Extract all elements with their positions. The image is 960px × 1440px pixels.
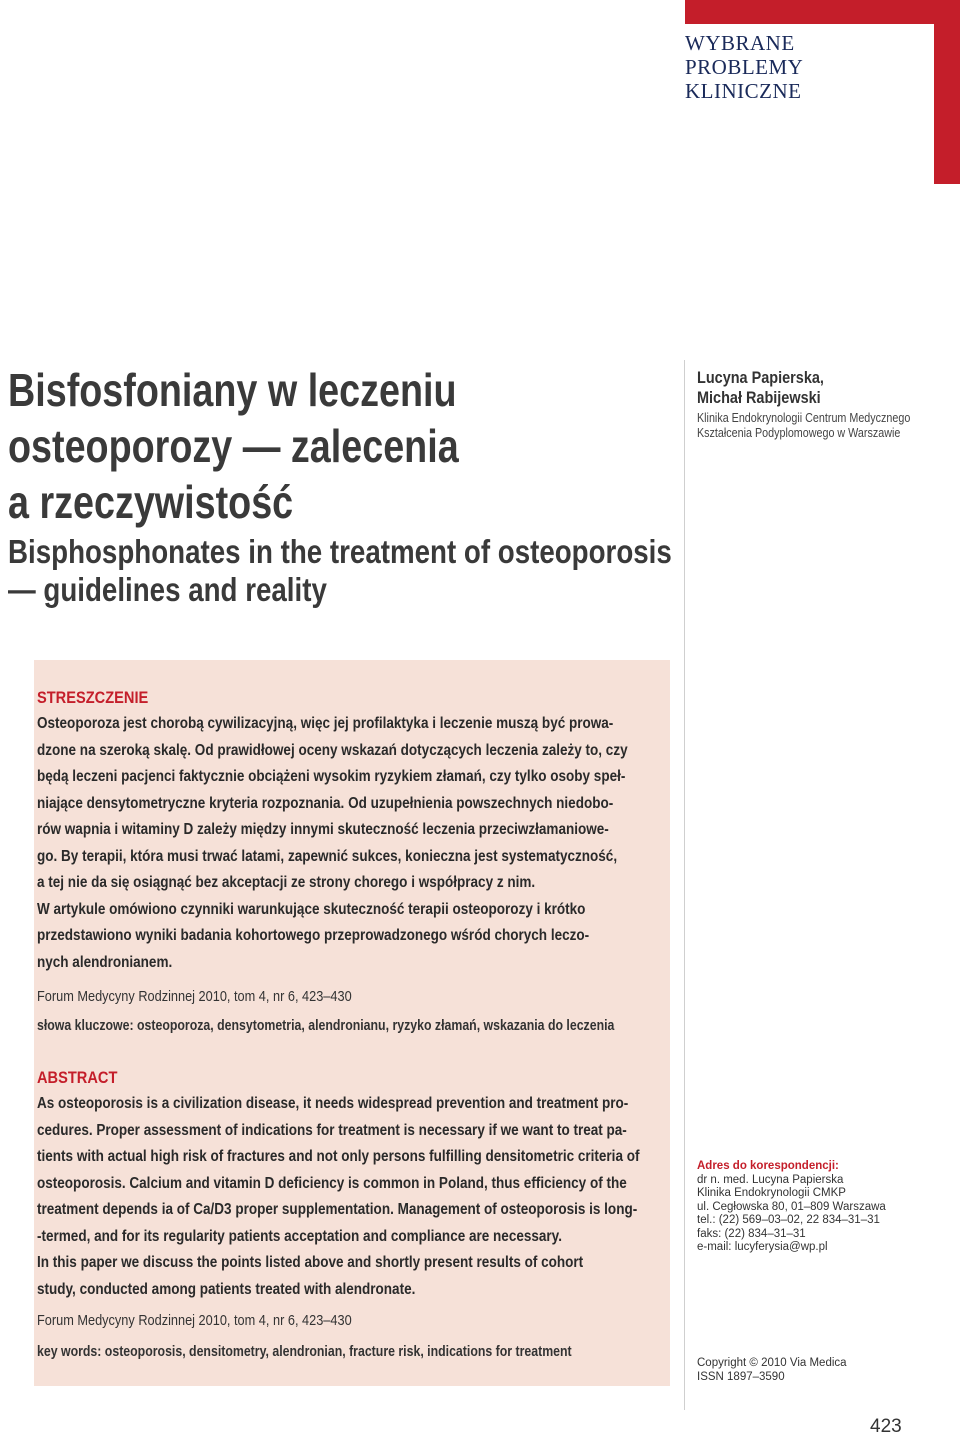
body-line: przedstawiono wyniki badania kohortowego przeprowadzonego wśród chorych leczo- [37,927,590,944]
title-line: a rzeczywistość [8,476,294,528]
abstract-box [34,660,670,1386]
body-line: Osteoporoza jest chorobą cywilizacyjną, więc jej profilaktyka i leczenie muszą być prowa- [37,715,614,732]
title-line: Bisphosphonates in the treatment of osteoporosis [8,533,672,570]
body-line: niające densytometryczne kryteria rozpoznania. Od uzupełnienia powszechnych niedobo- [37,794,614,812]
citation-en: Forum Medycyny Rodzinnej 2010, tom 4, nr 6, 423–430 [37,1312,352,1329]
authors-block [697,368,957,441]
body-line: cedures. Proper assessment of indications for treatment is necessary if we want to treat pa- [37,1121,627,1139]
title-line: Bisfosfoniany w leczeniu [8,364,457,416]
copyright-block [697,1356,847,1384]
citation-pl: Forum Medycyny Rodzinnej 2010, tom 4, nr 6, 423–430 [37,988,352,1005]
section-line: KLINICZNE [685,79,802,103]
correspondence-label: Adres do korespondencji: [697,1160,839,1172]
title-english [8,533,680,609]
title-line: — guidelines and reality [8,571,327,608]
body-line: a tej nie da się osiągnąć bez akceptacji ze strony chorego i współpracy z nim. [37,874,536,891]
copyright-line: Copyright © 2010 Via Medica [697,1357,847,1369]
section-label [685,31,945,103]
body-line: W artykule omówiono czynniki warunkujące skuteczność terapii osteoporozy i krótko [37,900,586,918]
body-line: nych alendronianem. [37,953,173,971]
correspondence-line: tel.: (22) 569–03–02, 22 834–31–31 [697,1214,880,1226]
header-accent-bar [685,0,960,24]
body-line: -termed, and for its regularity patients acceptation and compliance are necessary. [37,1227,562,1245]
section-line: PROBLEMY [685,55,804,79]
correspondence-line: Klinika Endokrynologii CMKP [697,1187,846,1199]
page-number: 423 [870,1416,902,1437]
abstract-body [37,1091,667,1303]
correspondence-block [697,1160,947,1255]
body-line: osteoporosis. Calcium and vitamin D deficiency is common in Poland, thus efficiency of the [37,1174,627,1192]
author-name: Michał Rabijewski [697,388,821,407]
column-divider [684,360,685,1410]
correspondence-line: dr n. med. Lucyna Papierska [697,1173,844,1186]
body-line: As osteoporosis is a civilization disease, it needs widespread prevention and treatment pro- [37,1095,629,1112]
correspondence-email[interactable]: e-mail: lucyferysia@wp.pl [697,1241,828,1253]
body-line: go. By terapii, która musi trwać latami, zapewnić sukces, konieczna jest systematyczność, [37,847,618,865]
body-line: study, conducted among patients treated with alendronate. [37,1280,416,1298]
abstract-heading: ABSTRACT [37,1068,118,1087]
body-line: treatment depends ia of Ca/D3 proper supplementation. Management of osteoporosis is long- [37,1201,638,1218]
correspondence-line: faks: (22) 834–31–31 [697,1227,806,1240]
author-name: Lucyna Papierska, [697,368,824,387]
title-line: osteoporozy — zalecenia [8,420,459,472]
streszczenie-section [37,688,667,976]
abstract-section [37,1068,667,1303]
keywords-en: key words: osteoporosis, densitometry, alendronian, fracture risk, indications for treatment [37,1344,572,1360]
section-line: WYBRANE [685,31,795,55]
streszczenie-body [37,711,667,976]
body-line: dzone na szeroką skalę. Od prawidłowej oceny wskazań dotyczących leczenia zależy to, czy [37,741,628,759]
issn-line: ISSN 1897–3590 [697,1371,785,1383]
affiliation-line: Kształcenia Podyplomowego w Warszawie [697,426,901,440]
body-line: tients with actual high risk of fractures and not only persons fulfilling densitometric criteria of [37,1148,640,1165]
correspondence-line: ul. Cegłowska 80, 01–809 Warszawa [697,1200,886,1213]
streszczenie-heading: STRESZCZENIE [37,688,149,707]
title-polish [8,362,664,530]
body-line: będą leczeni pacjenci faktycznie obciążeni wysokim ryzykiem złamań, czy tylko osoby speł- [37,768,626,785]
keywords-pl: słowa kluczowe: osteoporoza, densytometria, alendronianu, ryzyko złamań, wskazania do leczenia [37,1018,615,1034]
body-line: In this paper we discuss the points listed above and shortly present results of cohort [37,1254,584,1271]
body-line: rów wapnia i witaminy D zależy między innymi skuteczność leczenia przeciwzłamaniowe- [37,821,609,838]
author-names [697,368,952,408]
affiliation-line: Klinika Endokrynologii Centrum Medycznego [697,411,911,425]
author-affiliation [697,411,955,441]
